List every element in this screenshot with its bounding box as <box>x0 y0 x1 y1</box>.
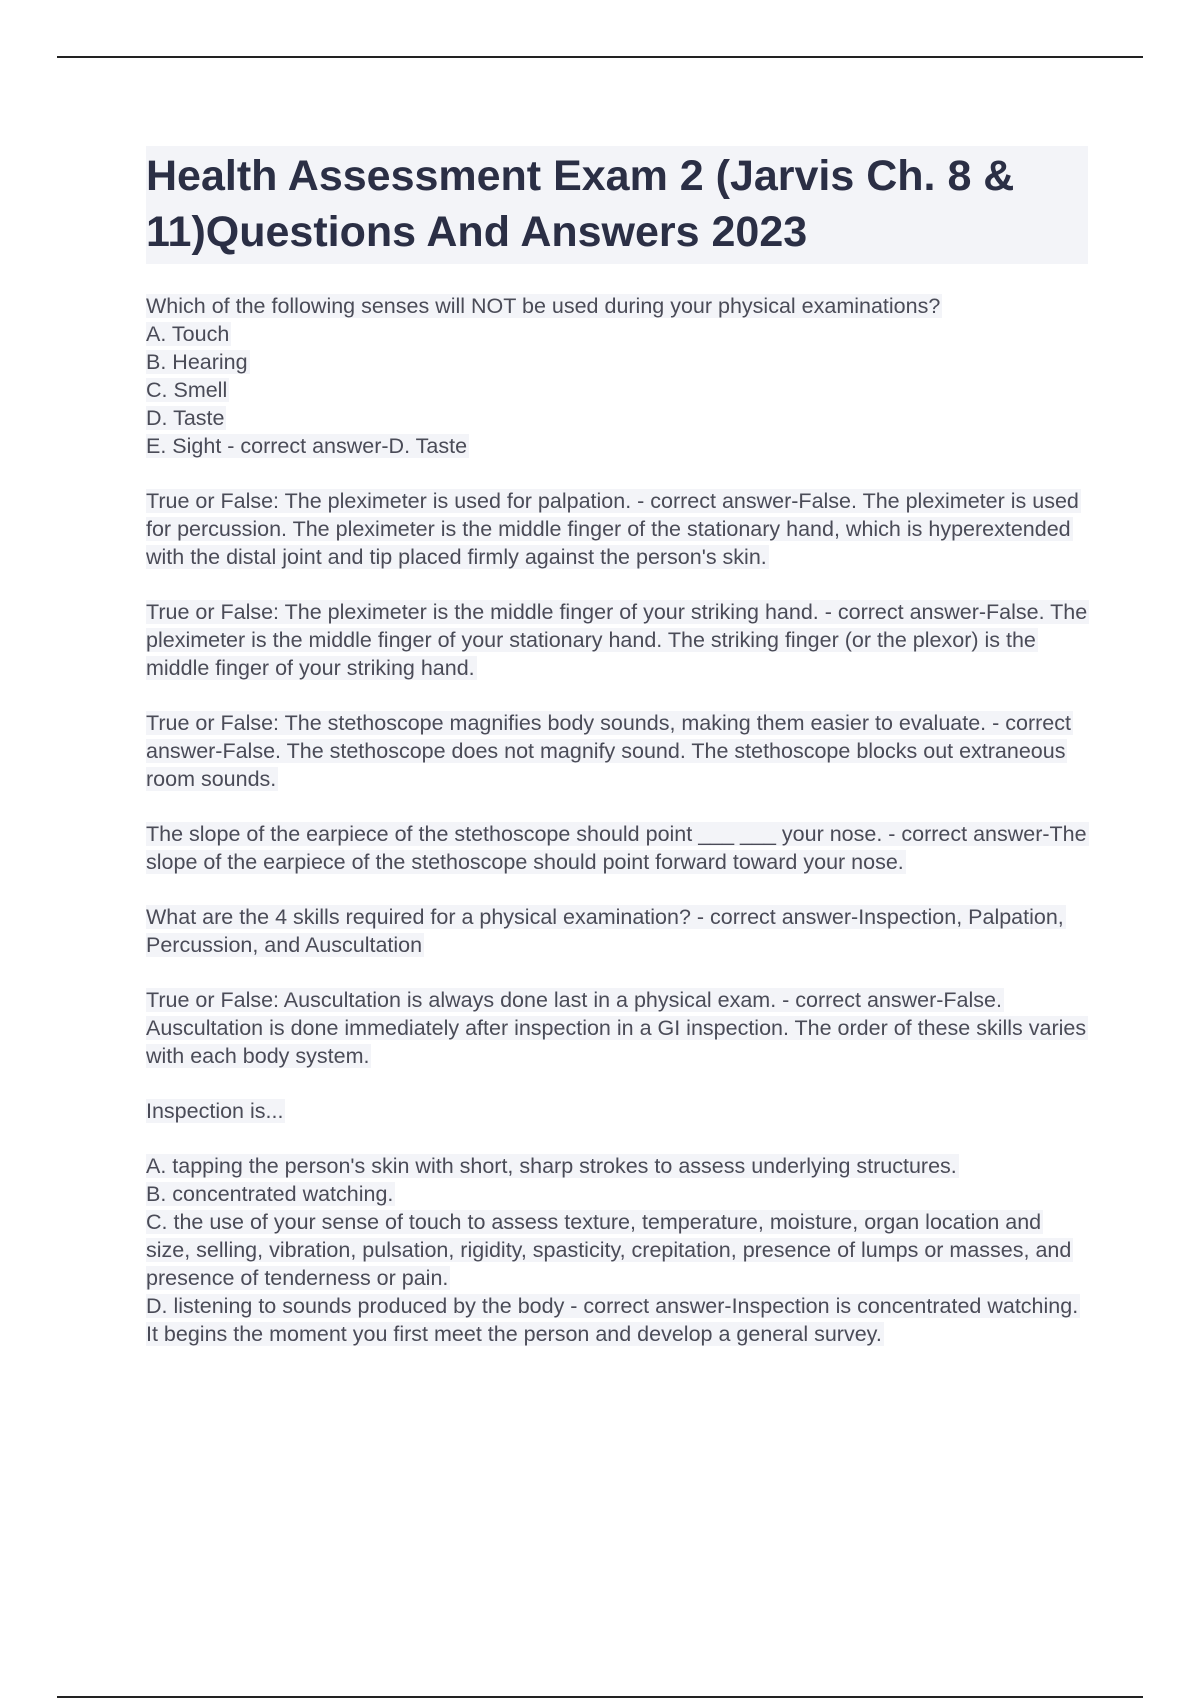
qa-text-4: True or False: The stethoscope magnifies body sounds, making them easier to evaluate. - correct answer-False. The stethoscope does not magnify sound. The stethoscope blocks out extraneous room sounds. <box>146 711 1071 791</box>
qa-item-5 <box>146 820 1088 876</box>
qa-text-3: True or False: The pleximeter is the middle finger of your striking hand. - correct answer-False. The pleximeter is the middle finger of your stationary hand. The striking finger (or the plexor) is the middle finger of your striking hand. <box>146 600 1088 680</box>
qa-text-6: What are the 4 skills required for a physical examination? - correct answer-Inspection, Palpation, Percussion, and Auscultation <box>146 905 1064 957</box>
qa-item-7 <box>146 986 1088 1070</box>
qa-item-6 <box>146 903 1088 959</box>
qa-text-8: Inspection is... <box>146 1099 284 1123</box>
qa-text-9: A. tapping the person's skin with short, sharp strokes to assess underlying structures. B. concentrated watching. C. the use of your sense of touch to assess texture, temperature, moisture, organ location and size, selling, vibration, pulsation, rigidity, spasticity, crepitation, presence of lumps or masses, and presence of tenderness or pain. D. listening to sounds produced by the body - correct answer-Inspection is concentrated watching. It begins the moment you first meet the person and develop a general survey. <box>146 1154 1079 1346</box>
title-block <box>146 146 1088 264</box>
document-title: Health Assessment Exam 2 (Jarvis Ch. 8 & 11)Questions And Answers 2023 <box>146 152 1015 256</box>
bottom-rule <box>57 1696 1143 1698</box>
qa-text-2: True or False: The pleximeter is used for palpation. - correct answer-False. The pleximeter is used for percussion. The pleximeter is the middle finger of the stationary hand, which is hyperextended with the distal joint and tip placed firmly against the person's skin. <box>146 489 1079 569</box>
qa-item-1 <box>146 292 1088 460</box>
qa-item-8 <box>146 1097 1088 1125</box>
qa-item-3 <box>146 598 1088 682</box>
document-body <box>146 146 1088 1375</box>
qa-item-2 <box>146 487 1088 571</box>
qa-item-4 <box>146 709 1088 793</box>
qa-text-5: The slope of the earpiece of the stethoscope should point ___ ___ your nose. - correct answer-The slope of the earpiece of the stethoscope should point forward toward your nose. <box>146 822 1087 874</box>
qa-item-9 <box>146 1152 1088 1348</box>
qa-text-1: Which of the following senses will NOT be used during your physical examinations? A. Touch B. Hearing C. Smell D. Taste E. Sight - correct answer-D. Taste <box>146 294 941 458</box>
qa-text-7: True or False: Auscultation is always done last in a physical exam. - correct answer-False. Auscultation is done immediately after inspection in a GI inspection. The order of these skills varies with each body system. <box>146 988 1087 1068</box>
top-rule <box>57 56 1143 58</box>
